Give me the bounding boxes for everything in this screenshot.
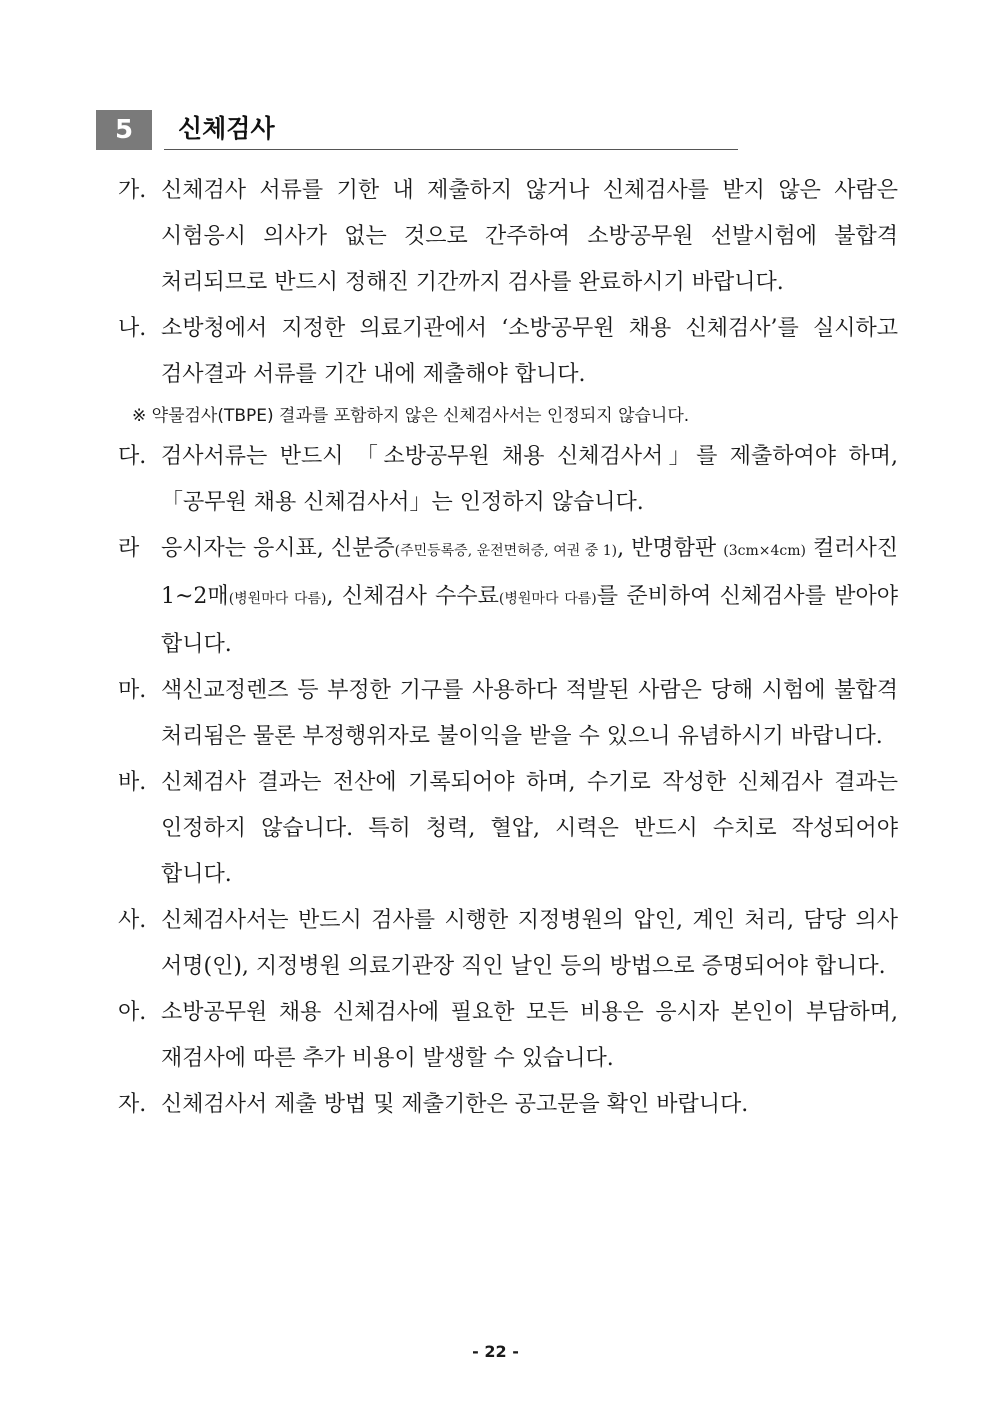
item-text: 신체검사서 제출 방법 및 제출기한은 공고문을 확인 바랍니다. bbox=[161, 1092, 749, 1117]
item-text-part: 응시자는 응시표, 신분증 bbox=[161, 536, 395, 561]
item-text-part: 컬러사진 1~2매 bbox=[161, 536, 898, 609]
item-text: 신체검사 결과는 전산에 기록되어야 하며, 수기로 작성한 신체검사 결과는 인정하지 않습니다. 특히 청력, 혈압, 시력은 반드시 수치로 작성되어야 합니다. bbox=[161, 770, 898, 887]
item-text: 신체검사 서류를 기한 내 제출하지 않거나 신체검사를 받지 않은 사람은 시험응시 의사가 없는 것으로 간주하여 소방공무원 선발시험에 불합격 처리되므로 반드시 정해진 기간까지 검사를 완료하시기 바랍니다. bbox=[161, 178, 898, 295]
list-item bbox=[118, 434, 898, 526]
item-text: 소방청에서 지정한 의료기관에서 ‘소방공무원 채용 신체검사’를 실시하고 검사결과 서류를 기간 내에 제출해야 합니다. bbox=[161, 316, 898, 387]
item-label: 라 bbox=[118, 536, 140, 561]
list-item bbox=[118, 1082, 898, 1128]
section-underline bbox=[164, 149, 738, 150]
item-text: 색신교정렌즈 등 부정한 기구를 사용하다 적발된 사람은 당해 시험에 불합격 처리됨은 물론 부정행위자로 불이익을 받을 수 있으니 유념하시기 바랍니다. bbox=[161, 678, 898, 749]
list-item bbox=[118, 760, 898, 898]
section-header bbox=[96, 110, 738, 152]
item-label: 다. bbox=[118, 444, 147, 469]
page-number: - 22 - bbox=[472, 1342, 519, 1361]
item-text-part: 를 준비하여 신체검사를 받아야 합니다. bbox=[161, 584, 898, 657]
item-text bbox=[161, 526, 898, 668]
item-text-part: , 반명함판 bbox=[617, 536, 724, 561]
item-text-small: (주민등록증, 운전면허증, 여권 중 1) bbox=[394, 543, 618, 559]
item-text: 소방공무원 채용 신체검사에 필요한 모든 비용은 응시자 본인이 부담하며, 재검사에 따른 추가 비용이 발생할 수 있습니다. bbox=[161, 1000, 898, 1071]
list-item bbox=[118, 668, 898, 760]
item-label: 자. bbox=[118, 1092, 147, 1117]
item-label: 바. bbox=[118, 770, 147, 795]
item-label: 사. bbox=[118, 908, 147, 933]
item-text: 검사서류는 반드시 「소방공무원 채용 신체검사서」를 제출하여야 하며, 「공무원 채용 신체검사서」는 인정하지 않습니다. bbox=[161, 444, 898, 515]
item-text-small: (병원마다 다름) bbox=[228, 591, 327, 607]
item-label: 가. bbox=[118, 178, 147, 203]
list-item bbox=[118, 526, 898, 668]
item-text: 신체검사서는 반드시 검사를 시행한 지정병원의 압인, 계인 처리, 담당 의사 서명(인), 지정병원 의료기관장 직인 날인 등의 방법으로 증명되어야 합니다. bbox=[161, 908, 898, 979]
section-number: 5 bbox=[96, 110, 152, 150]
list-item bbox=[118, 990, 898, 1082]
item-label: 마. bbox=[118, 678, 147, 703]
item-label: 나. bbox=[118, 316, 147, 341]
list-item bbox=[118, 168, 898, 306]
section-title: 신체검사 bbox=[178, 114, 275, 143]
note-text: ※ 약물검사(TBPE) 결과를 포함하지 않은 신체검사서는 인정되지 않습니다. bbox=[132, 406, 690, 426]
item-text-part: , 신체검사 수수료 bbox=[326, 584, 499, 609]
list-item bbox=[118, 306, 898, 398]
list-item bbox=[118, 898, 898, 990]
item-text-small: (병원마다 다름) bbox=[498, 591, 597, 607]
item-label: 아. bbox=[118, 1000, 147, 1025]
item-text-small: (3cm×4cm) bbox=[723, 543, 806, 559]
item-list bbox=[118, 168, 898, 1128]
